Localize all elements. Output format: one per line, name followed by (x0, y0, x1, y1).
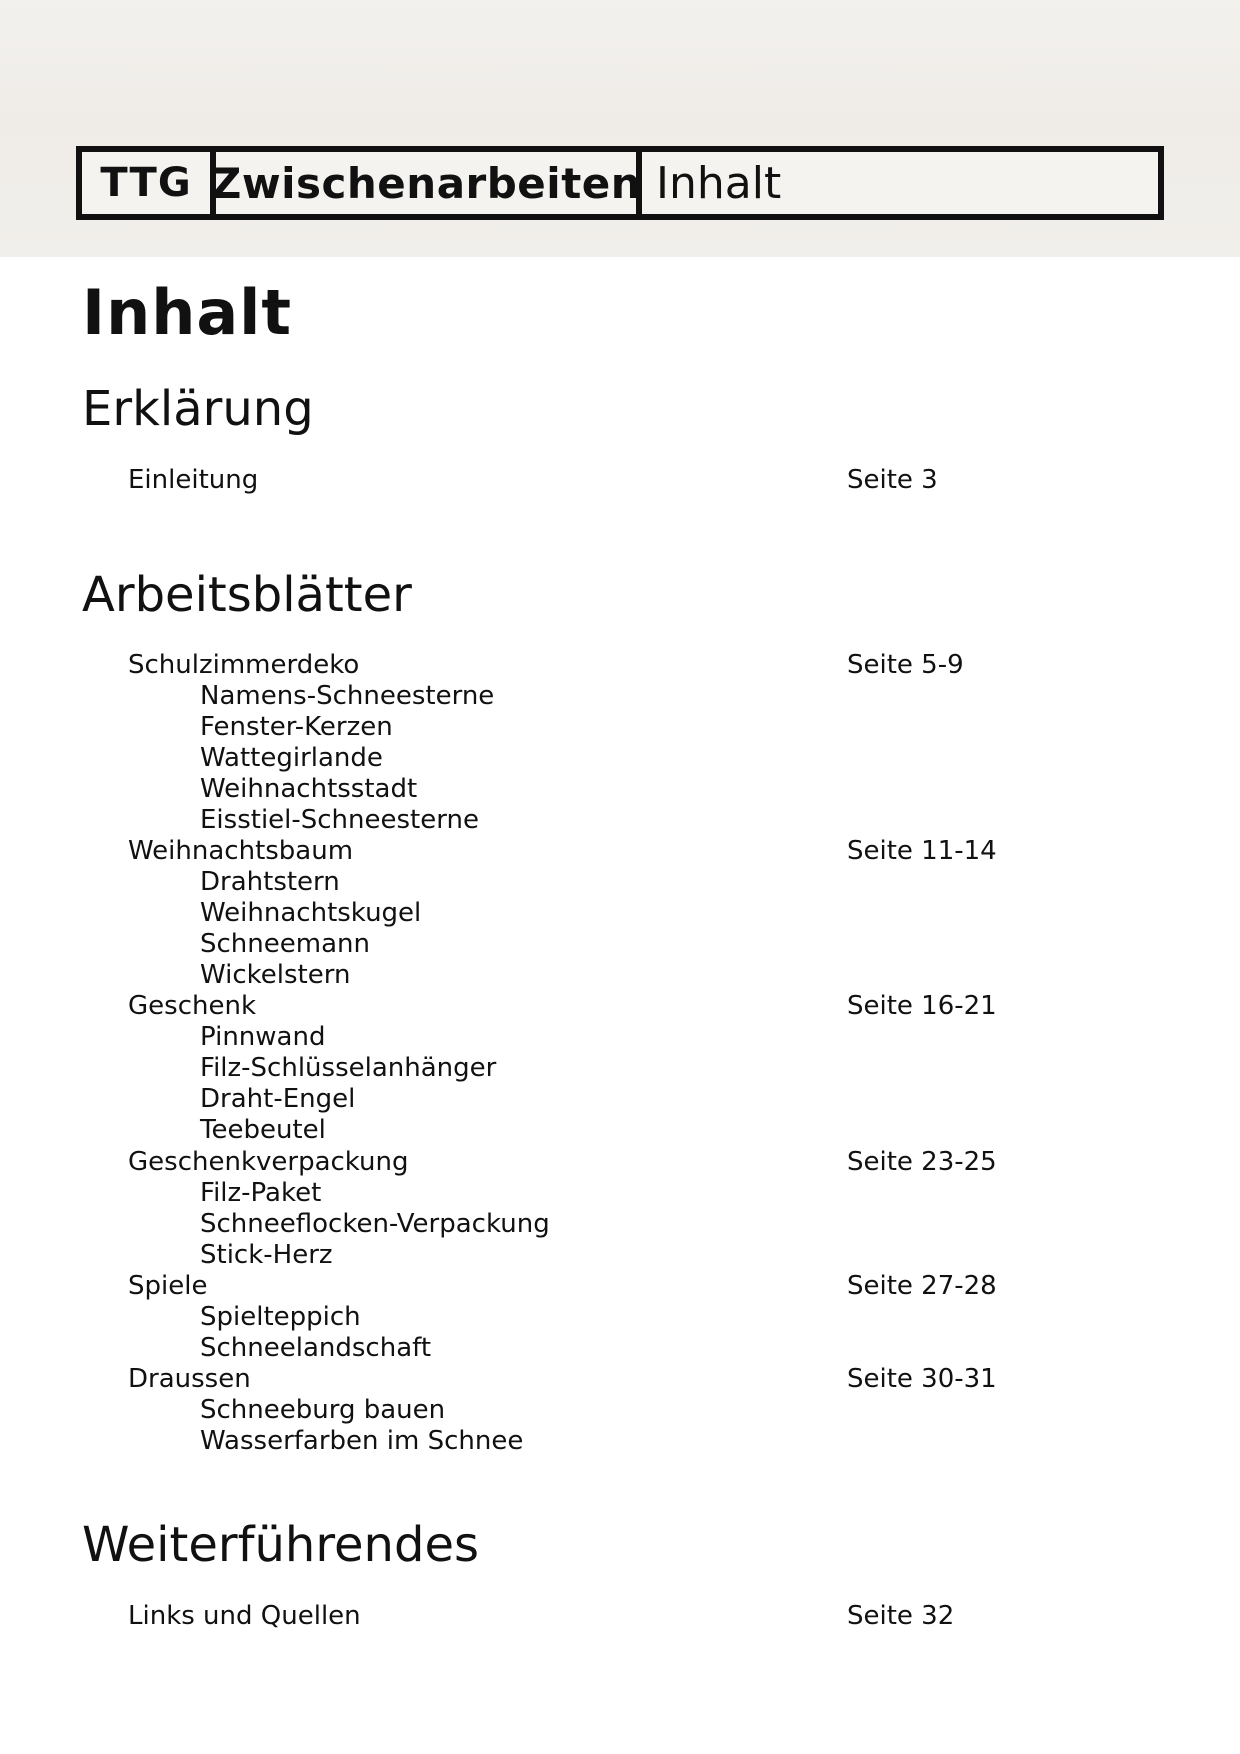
toc-subentry: Namens-Schneesterne (200, 681, 495, 711)
toc-entry (0, 465, 1240, 496)
toc-subentry: Weihnachtsstadt (200, 774, 418, 804)
toc-entry (0, 1147, 1240, 1178)
toc-entry-label: Einleitung (128, 465, 259, 495)
toc-subentry: Teebeutel (200, 1115, 326, 1145)
section-heading-erklaerung: Erklärung (82, 381, 314, 437)
section-heading-weiterfuehrendes: Weiterführendes (82, 1517, 479, 1573)
toc-entry (0, 650, 1240, 681)
toc-subentry: Draht-Engel (200, 1084, 356, 1114)
toc-subentry: Weihnachtskugel (200, 898, 422, 928)
toc-entry-pages: Seite 30-31 (847, 1364, 997, 1394)
toc-entry (0, 836, 1240, 867)
toc-subentry: Filz-Schlüsselanhänger (200, 1053, 497, 1083)
toc-entry-label: Weihnachtsbaum (128, 836, 354, 866)
toc-subentry: Schneeburg bauen (200, 1395, 446, 1425)
toc-entry (0, 1601, 1240, 1632)
header-box (76, 146, 1164, 220)
toc-entry (0, 1271, 1240, 1302)
toc-subentry: Schneeflocken-Verpackung (200, 1209, 550, 1239)
section-heading-arbeitsblaetter: Arbeitsblätter (82, 567, 412, 623)
toc-entry-pages: Seite 5-9 (847, 650, 964, 680)
header-section: Inhalt (656, 157, 782, 209)
toc-entry-label: Geschenk (128, 991, 256, 1021)
toc-subentry: Drahtstern (200, 867, 340, 897)
toc-entry-label: Schulzimmerdeko (128, 650, 360, 680)
header-subject: TTG (82, 152, 216, 214)
toc-subentry: Pinnwand (200, 1022, 326, 1052)
toc-entry-pages: Seite 16-21 (847, 991, 997, 1021)
toc-subentry: Schneemann (200, 929, 370, 959)
toc-subentry: Fenster-Kerzen (200, 712, 393, 742)
toc-entry-pages: Seite 3 (847, 465, 938, 495)
toc-subentry: Schneelandschaft (200, 1333, 432, 1363)
toc-entry-pages: Seite 32 (847, 1601, 955, 1631)
toc-entry-label: Geschenkverpackung (128, 1147, 409, 1177)
page-title: Inhalt (82, 276, 293, 349)
toc-entry-pages: Seite 23-25 (847, 1147, 997, 1177)
toc-entry-pages: Seite 11-14 (847, 836, 997, 866)
toc-subentry: Filz-Paket (200, 1178, 322, 1208)
toc-entry (0, 1364, 1240, 1395)
toc-entry-label: Spiele (128, 1271, 208, 1301)
toc-subentry: Wasserfarben im Schnee (200, 1426, 524, 1456)
toc-entry-label: Draussen (128, 1364, 251, 1394)
toc-subentry: Spielteppich (200, 1302, 361, 1332)
toc-subentry: Eisstiel-Schneesterne (200, 805, 479, 835)
toc-entry-pages: Seite 27-28 (847, 1271, 997, 1301)
toc-entry (0, 991, 1240, 1022)
toc-subentry: Wickelstern (200, 960, 351, 990)
toc-entry-label: Links und Quellen (128, 1601, 361, 1631)
header-series: Zwischenarbeiten (216, 152, 642, 214)
toc-subentry: Stick-Herz (200, 1240, 333, 1270)
toc-subentry: Wattegirlande (200, 743, 383, 773)
